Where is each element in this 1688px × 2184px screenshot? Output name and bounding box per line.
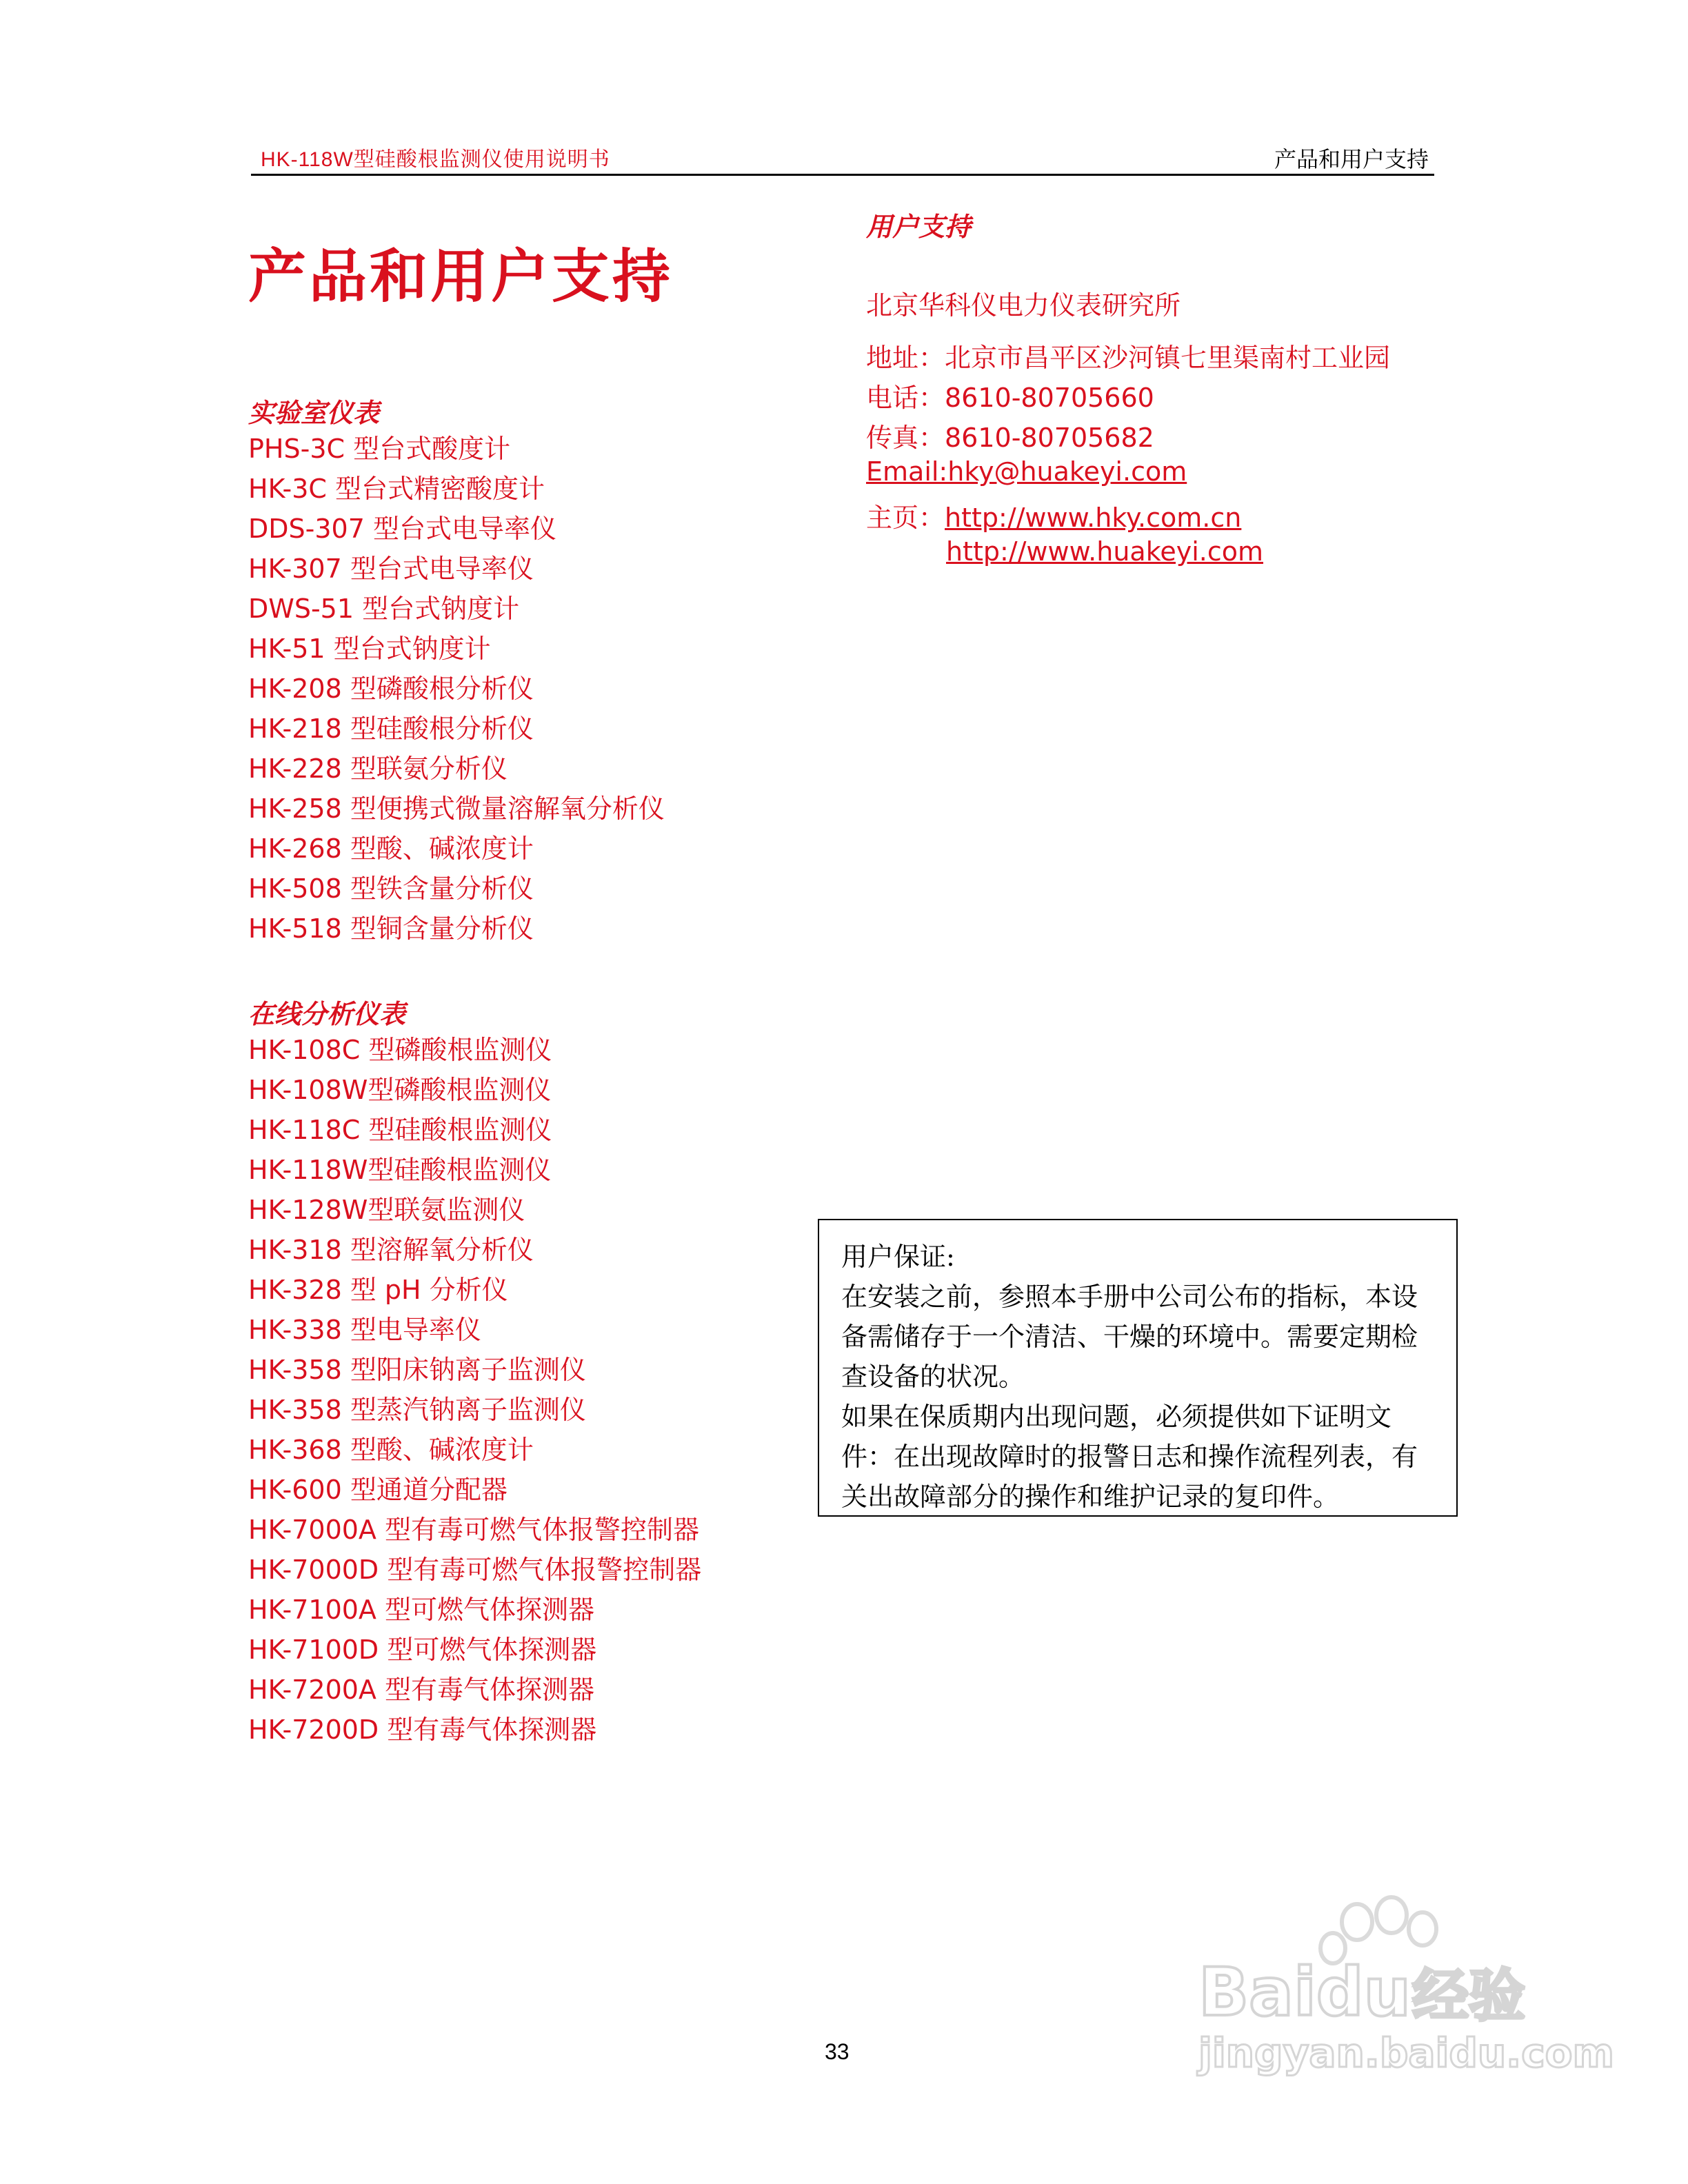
- list-item: HK-7000A 型有毒可燃气体报警控制器: [248, 1515, 699, 1545]
- page-number: 33: [825, 2039, 850, 2064]
- list-item: HK-118C 型硅酸根监测仪: [248, 1115, 552, 1145]
- header-rule: [251, 174, 1434, 176]
- homepage-link-2[interactable]: http://www.huakeyi.com: [946, 536, 1264, 567]
- warranty-para-1: 在安装之前，参照本手册中公司公布的指标，本设备需储存于一个清洁、干燥的环境中。需要定期检查设备的状况。: [841, 1282, 1418, 1392]
- watermark-url: jingyan.baidu.com: [1198, 2030, 1614, 2076]
- list-item: HK-7100A 型可燃气体探测器: [248, 1595, 594, 1625]
- online-list: [248, 1030, 701, 1750]
- warranty-box: [818, 1219, 1458, 1517]
- list-item: HK-7000D 型有毒可燃气体报警控制器: [248, 1555, 702, 1585]
- header-doc-title: HK-118W型硅酸根监测仪使用说明书: [261, 148, 610, 171]
- list-item: PHS-3C 型台式酸度计: [248, 434, 511, 464]
- list-item: HK-218 型硅酸根分析仪: [248, 714, 534, 744]
- list-item: HK-600 型通道分配器: [248, 1475, 508, 1505]
- list-item: HK-7100D 型可燃气体探测器: [248, 1635, 597, 1665]
- list-item: HK-358 型阳床钠离子监测仪: [248, 1355, 586, 1385]
- list-item: HK-7200A 型有毒气体探测器: [248, 1675, 594, 1705]
- list-item: DDS-307 型台式电导率仪: [248, 514, 556, 544]
- watermark-brand: Baidu: [1198, 1954, 1411, 2031]
- list-item: HK-3C 型台式精密酸度计: [248, 474, 545, 504]
- list-item: HK-108C 型磷酸根监测仪: [248, 1035, 552, 1065]
- list-item: HK-51 型台式钠度计: [248, 634, 491, 664]
- homepage-label: 主页：: [866, 503, 945, 533]
- list-item: HK-128W型联氨监测仪: [248, 1195, 525, 1225]
- list-item: HK-358 型蒸汽钠离子监测仪: [248, 1395, 586, 1425]
- phone: 电话：8610-80705660: [866, 383, 1154, 413]
- list-item: HK-108W型磷酸根监测仪: [248, 1075, 552, 1105]
- page-title: 产品和用户支持: [248, 242, 674, 310]
- address: 地址：北京市昌平区沙河镇七里渠南村工业园: [866, 343, 1391, 373]
- warranty-para-2: 如果在保质期内出现问题，必须提供如下证明文件：在出现故障时的报警日志和操作流程列表，有关出故障部分的操作和维护记录的复印件。: [841, 1402, 1418, 1512]
- list-item: HK-208 型磷酸根分析仪: [248, 674, 534, 704]
- list-item: HK-268 型酸、碱浓度计: [248, 833, 534, 864]
- lab-heading: 实验室仪表: [248, 397, 380, 428]
- lab-list: [248, 429, 665, 949]
- support-heading: 用户支持: [866, 211, 972, 242]
- list-item: HK-318 型溶解氧分析仪: [248, 1235, 534, 1265]
- contact-block: [866, 284, 1390, 576]
- email-link[interactable]: Email:hky@huakeyi.com: [866, 456, 1187, 487]
- list-item: HK-328 型 pH 分析仪: [248, 1275, 508, 1305]
- online-heading: 在线分析仪表: [248, 998, 406, 1029]
- list-item: DWS-51 型台式钠度计: [248, 594, 520, 624]
- warranty-title: 用户保证:: [841, 1242, 955, 1272]
- list-item: HK-118W型硅酸根监测仪: [248, 1155, 552, 1185]
- homepage-row-2: [866, 536, 1390, 576]
- header-section-title: 产品和用户支持: [1274, 146, 1429, 172]
- list-item: HK-368 型酸、碱浓度计: [248, 1435, 534, 1465]
- homepage-row: [866, 496, 1390, 536]
- list-item: HK-508 型铁含量分析仪: [248, 873, 534, 904]
- baidu-watermark: [1185, 1894, 1614, 2081]
- list-item: HK-338 型电导率仪: [248, 1315, 481, 1345]
- list-item: HK-518 型铜含量分析仪: [248, 913, 534, 944]
- company-name: 北京华科仪电力仪表研究所: [866, 290, 1181, 321]
- watermark-brand-cn: 经验: [1412, 1963, 1526, 2029]
- list-item: HK-307 型台式电导率仪: [248, 554, 534, 584]
- fax: 传真：8610-80705682: [866, 423, 1154, 453]
- list-item: HK-258 型便携式微量溶解氧分析仪: [248, 793, 665, 824]
- list-item: HK-228 型联氨分析仪: [248, 754, 508, 784]
- homepage-link-1[interactable]: http://www.hky.com.cn: [945, 503, 1242, 533]
- list-item: HK-7200D 型有毒气体探测器: [248, 1715, 597, 1745]
